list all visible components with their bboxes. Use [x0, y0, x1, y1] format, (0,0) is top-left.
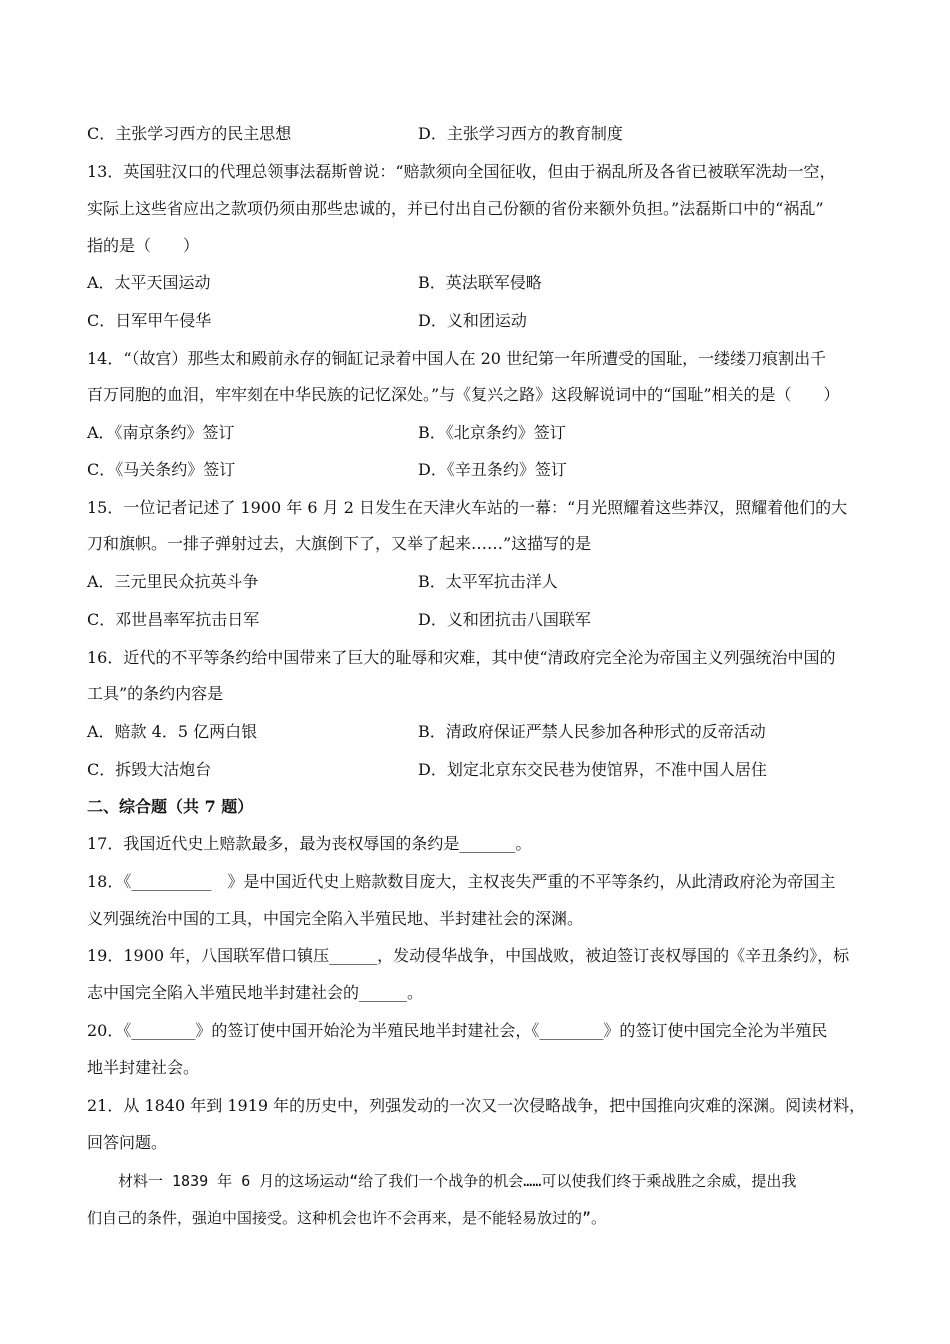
q14-option-d: D．《辛丑条约》签订: [418, 460, 567, 479]
q15-stem-line1: 15．一位记者记述了 1900 年 6 月 2 日发生在天津火车站的一幕：“月光照耀着这些莽汉，照耀着他们的大: [87, 498, 848, 517]
q15-option-a: A．三元里民众抗英斗争: [87, 572, 259, 591]
q21-material1-line2: 们自己的条件，强迫中国接受。这种机会也许不会再来，是不能轻易放过的”。: [87, 1209, 607, 1227]
q21-stem-line2: 回答问题。: [87, 1133, 168, 1152]
q21-material1-line1: 材料一 1839 年 6 月的这场运动“给了我们一个战争的机会……可以使我们终于乘战胜之余威，提出我: [118, 1172, 797, 1190]
q16-stem-line1: 16．近代的不平等条约给中国带来了巨大的耻辱和灾难，其中使“清政府完全沦为帝国主义列强统治中国的: [87, 648, 836, 667]
q12-option-c: C．主张学习西方的民主思想: [87, 124, 292, 143]
q14-option-b: B．《北京条约》签订: [418, 423, 566, 442]
q13-stem-line3: 指的是（ ）: [87, 236, 200, 255]
q15-option-d: D．义和团抗击八国联军: [418, 610, 591, 629]
q17-stem: 17．我国近代史上赔款最多，最为丧权辱国的条约是_______。: [87, 834, 532, 853]
q13-option-b: B．英法联军侵略: [418, 273, 542, 292]
q14-stem-line2: 百万同胞的血泪，牢牢刻在中华民族的记忆深处。”与《复兴之路》这段解说词中的“国耻”相关的是（ ）: [87, 385, 840, 404]
q15-option-b: B．太平军抗击洋人: [418, 572, 558, 591]
q18-stem-line2: 义列强统治中国的工具，中国完全陷入半殖民地、半封建社会的深渊。: [87, 909, 584, 928]
q16-stem-line2: 工具”的条约内容是: [87, 684, 224, 703]
q13-stem-line1: 13．英国驻汉口的代理总领事法磊斯曾说：“赔款须向全国征收，但由于祸乱所及各省已被联军洗劫一空，: [87, 162, 836, 181]
q12-option-d: D．主张学习西方的教育制度: [418, 124, 623, 143]
q13-stem-line2: 实际上这些省应出之款项仍须由那些忠诚的，并已付出自己份额的省份来额外负担。”法磊斯口中的“祸乱”: [87, 199, 824, 218]
q16-option-d: D．划定北京东交民巷为使馆界，不准中国人居住: [418, 760, 767, 779]
q16-option-c: C．拆毁大沽炮台: [87, 760, 212, 779]
q14-option-a: A．《南京条约》签订: [87, 423, 235, 442]
q13-option-c: C．日军甲午侵华: [87, 311, 212, 330]
q19-stem-line2: 志中国完全陷入半殖民地半封建社会的______。: [87, 983, 424, 1002]
q16-option-a: A．赔款 4．5 亿两白银: [87, 722, 258, 741]
q20-stem-line2: 地半封建社会。: [87, 1058, 200, 1077]
q18-stem-line1: 18．《__________ 》是中国近代史上赔款数目庞大，主权丧失严重的不平等条约，从此清政府沦为帝国主: [87, 872, 836, 891]
q19-stem-line1: 19．1900 年，八国联军借口镇压______，发动侵华战争，中国战败，被迫签订丧权辱国的《辛丑条约》，标: [87, 946, 850, 965]
q14-stem-line1: 14．“（故宫）那些太和殿前永存的铜缸记录着中国人在 20 世纪第一年所遭受的国耻，一缕缕刀痕割出千: [87, 349, 827, 368]
q16-option-b: B．清政府保证严禁人民参加各种形式的反帝活动: [418, 722, 766, 741]
q13-option-a: A．太平天国运动: [87, 273, 211, 292]
q21-stem-line1: 21．从 1840 年到 1919 年的历史中，列强发动的一次又一次侵略战争，把中国推向灾难的深渊。阅读材料，: [87, 1096, 866, 1115]
q15-option-c: C．邓世昌率军抗击日军: [87, 610, 260, 629]
q13-option-d: D．义和团运动: [418, 311, 527, 330]
q20-stem-line1: 20．《________》的签订使中国开始沦为半殖民地半封建社会，《________》的签订使中国完全沦为半殖民: [87, 1021, 828, 1040]
q14-option-c: C．《马关条约》签订: [87, 460, 236, 479]
section-heading: 二、综合题（共 7 题）: [87, 797, 254, 816]
q15-stem-line2: 刀和旗帜。一排子弹射过去，大旗倒下了，又举了起来……”这描写的是: [87, 534, 592, 553]
